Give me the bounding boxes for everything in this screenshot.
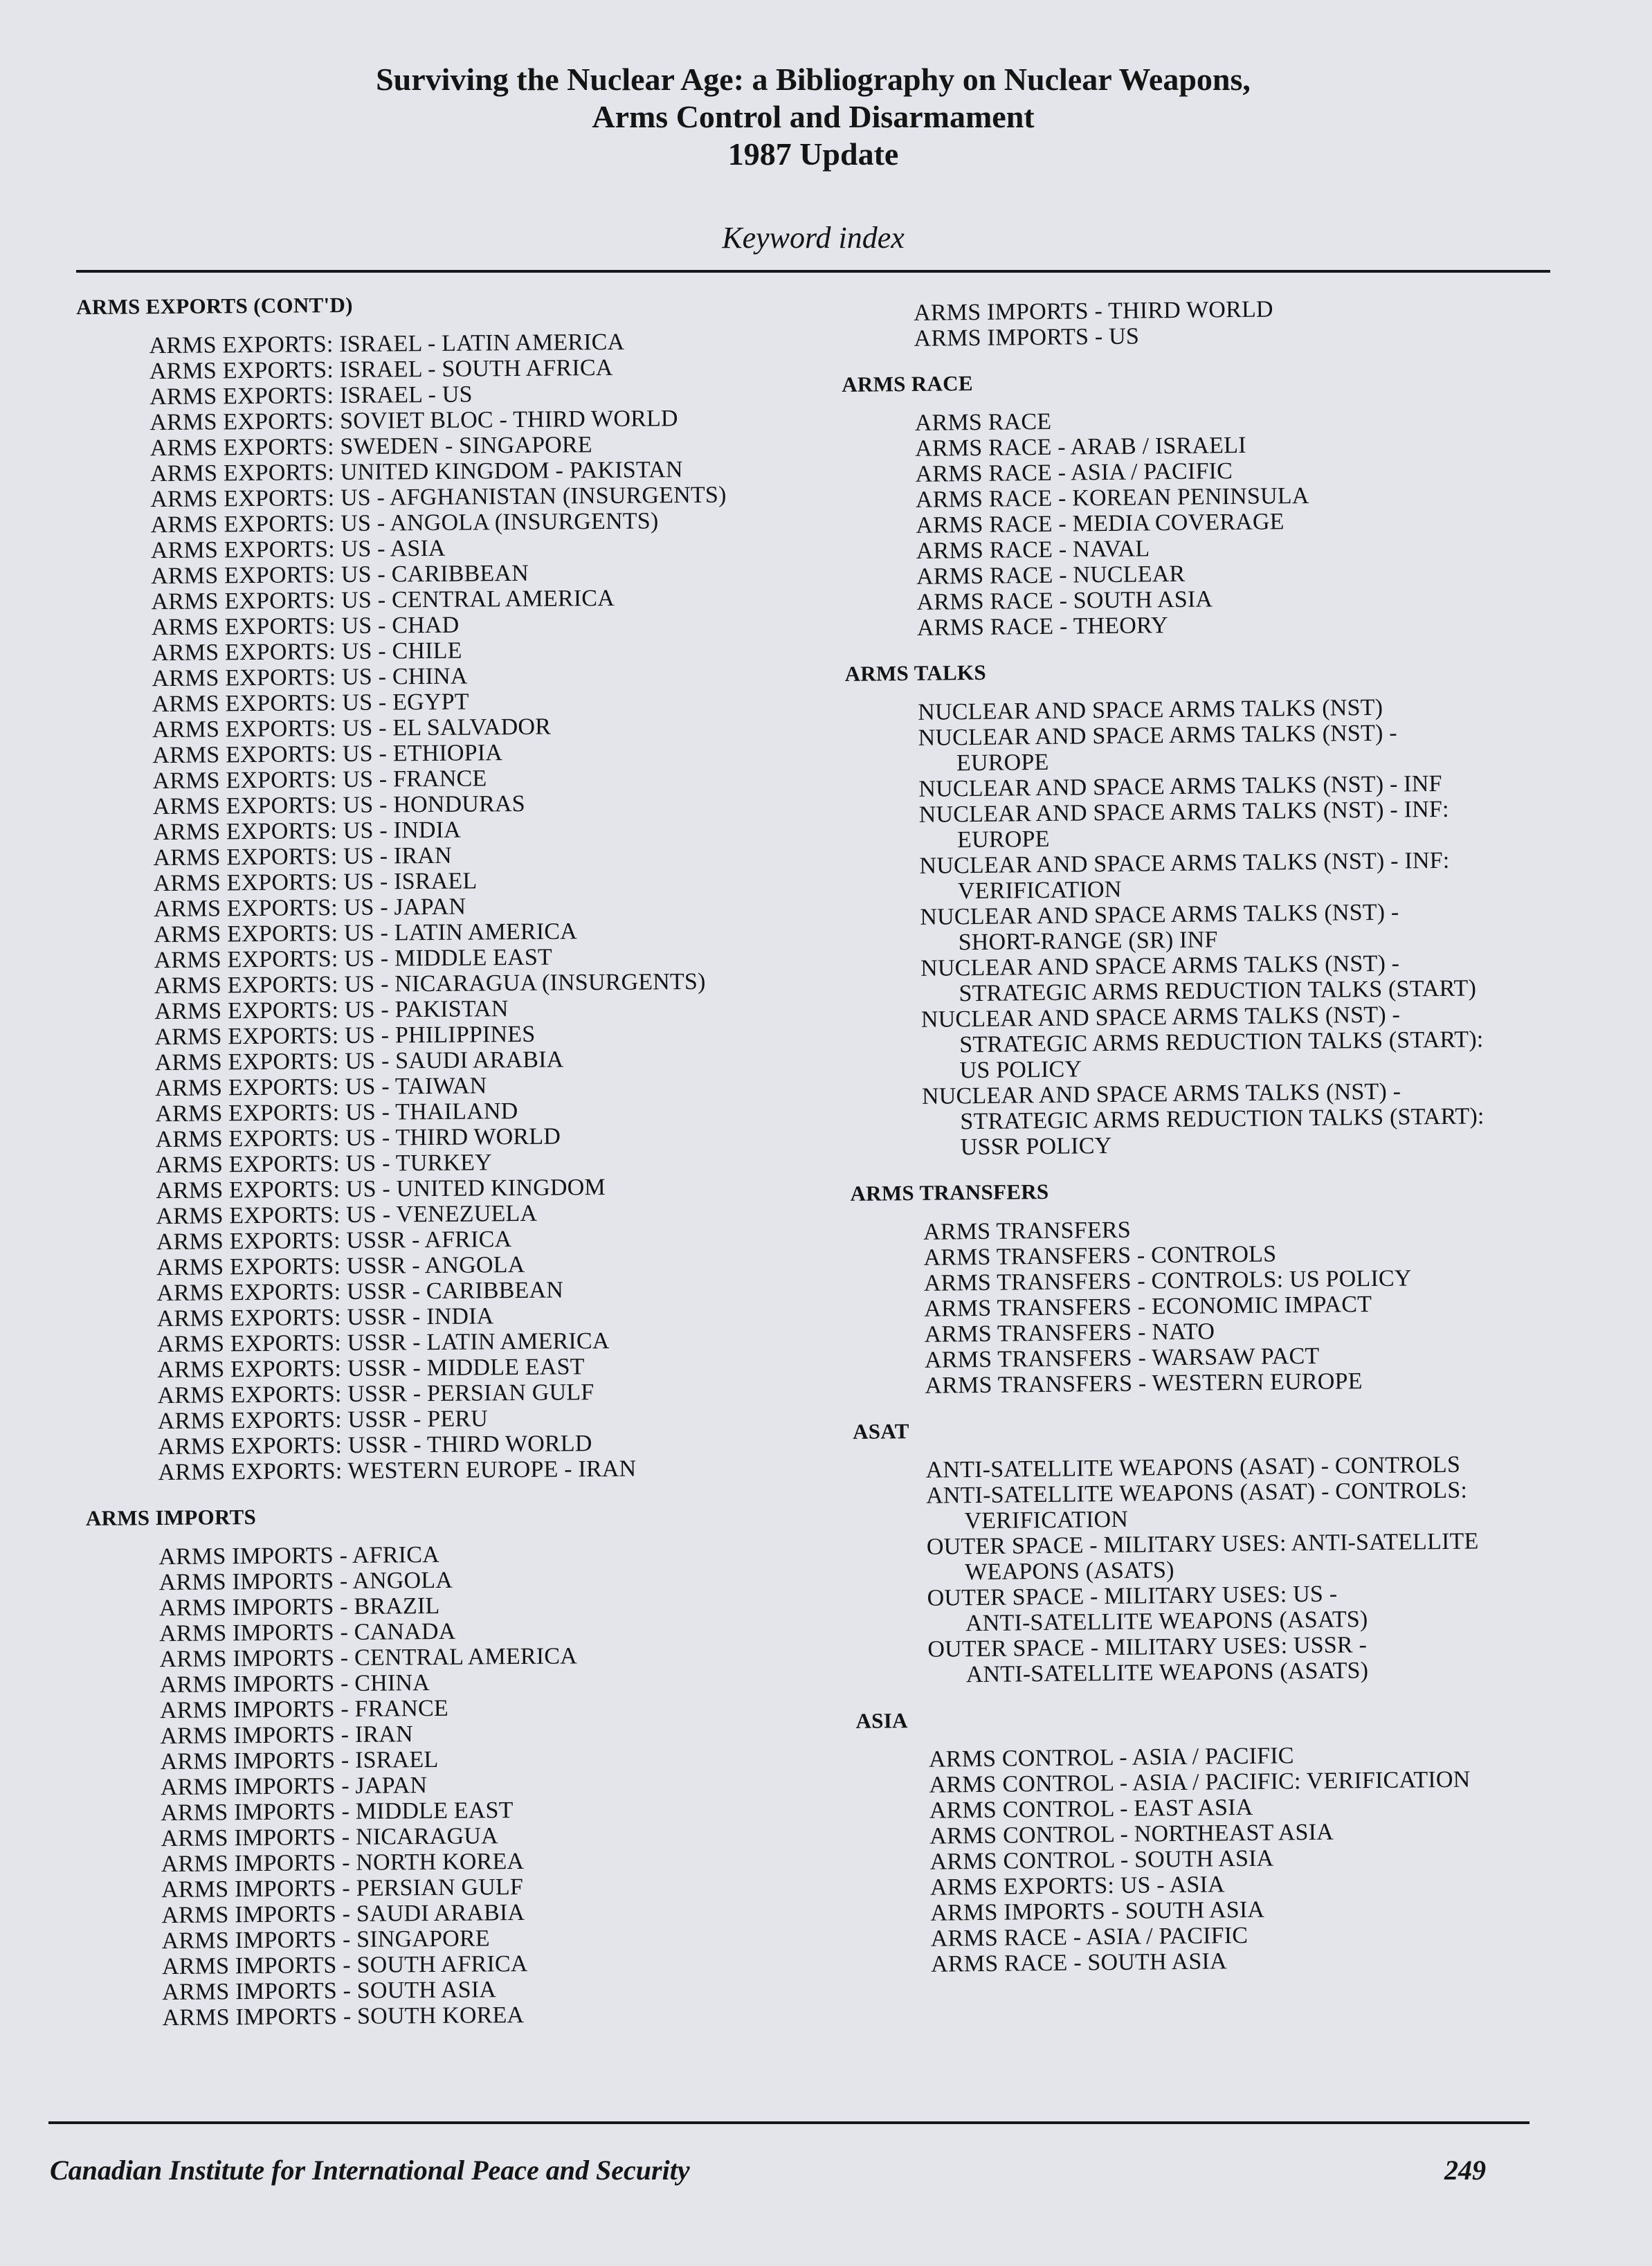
- entry-list: [845, 693, 1570, 1161]
- index-entry: ARMS EXPORTS: USSR - LATIN AMERICA: [156, 1327, 610, 1358]
- index-entry: ARMS EXPORTS: US - PAKISTAN: [154, 996, 509, 1025]
- section-heading: ARMS RACE: [842, 371, 974, 397]
- index-entry: ARMS RACE - THEORY: [916, 613, 1168, 641]
- index-entry: ARMS EXPORTS: SOVIET BLOC - THIRD WORLD: [149, 406, 678, 436]
- index-section: [850, 1173, 1572, 1399]
- index-entry: ARMS EXPORTS: US - CHILE: [151, 637, 462, 667]
- index-entry: ARMS IMPORTS - CENTRAL AMERICA: [159, 1643, 578, 1673]
- entry-continuation: SHORT-RANGE (SR) INF: [958, 927, 1218, 956]
- index-entry: ARMS TRANSFERS - WARSAW PACT: [924, 1343, 1320, 1373]
- index-entry: ARMS RACE - NUCLEAR: [916, 561, 1186, 590]
- index-entry: ARMS IMPORTS - SOUTH KOREA: [162, 2002, 525, 2031]
- section-heading: ARMS TALKS: [844, 660, 987, 686]
- index-entry: ARMS EXPORTS: US - JAPAN: [153, 894, 466, 923]
- index-entry: ARMS EXPORTS: US - ASIA: [929, 1871, 1225, 1901]
- section-heading: ARMS IMPORTS: [85, 1505, 257, 1530]
- index-entry: [848, 1000, 1569, 1085]
- index-entry: ARMS IMPORTS - ANGOLA: [158, 1567, 453, 1596]
- title-line-1: Surviving the Nuclear Age: a Bibliography on Nuclear Weapons,: [376, 62, 1251, 97]
- index-entry: ARMS EXPORTS: US - CHAD: [151, 612, 460, 641]
- index-section: [76, 289, 833, 1486]
- index-entry: ARMS CONTROL - EAST ASIA: [929, 1794, 1253, 1824]
- title-line-2: Arms Control and Disarmament: [592, 99, 1035, 134]
- entry-line: OUTER SPACE - MILITARY USES: USSR -: [927, 1632, 1368, 1662]
- index-entry: ARMS RACE - KOREAN PENINSULA: [915, 482, 1309, 513]
- title-line-3: 1987 Update: [727, 136, 899, 172]
- index-entry: ARMS IMPORTS - THIRD WORLD: [913, 296, 1273, 326]
- index-entry: ARMS EXPORTS: WESTERN EUROPE - IRAN: [158, 1456, 637, 1486]
- index-entry: ARMS IMPORTS - JAPAN: [160, 1773, 428, 1801]
- index-entry: ARMS EXPORTS: US - NICARAGUA (INSURGENTS): [154, 968, 706, 999]
- index-entry: ARMS RACE - SOUTH ASIA: [916, 586, 1213, 615]
- index-entry: ARMS EXPORTS: US - VENEZUELA: [156, 1200, 538, 1230]
- entry-continuation: STRATEGIC ARMS REDUCTION TALKS (START):: [959, 1026, 1484, 1058]
- entry-line: NUCLEAR AND SPACE ARMS TALKS (NST) - INF:: [918, 796, 1449, 828]
- entry-line: NUCLEAR AND SPACE ARMS TALKS (NST) -: [920, 1001, 1401, 1033]
- index-section: [841, 293, 1561, 352]
- index-entry: ARMS EXPORTS: ISRAEL - SOUTH AFRICA: [149, 354, 613, 385]
- index-entry: ARMS EXPORTS: US - PHILIPPINES: [154, 1021, 536, 1051]
- index-entry: ARMS EXPORTS: US - CENTRAL AMERICA: [151, 585, 615, 615]
- entry-continuation: WEAPONS (ASATS): [965, 1557, 1174, 1586]
- left-column: [76, 289, 837, 2051]
- index-entry: ARMS IMPORTS - ISRAEL: [160, 1746, 439, 1775]
- document-title: [208, 61, 1419, 173]
- index-entry: ARMS EXPORTS: USSR - AFRICA: [156, 1226, 512, 1256]
- index-entry: ARMS EXPORTS: US - TAIWAN: [154, 1073, 487, 1102]
- index-entry: ARMS RACE - SOUTH ASIA: [930, 1948, 1227, 1977]
- entry-line: OUTER SPACE - MILITARY USES: ANTI-SATELLITE: [926, 1528, 1479, 1560]
- index-section: [853, 1411, 1575, 1689]
- entry-continuation: USSR POLICY: [960, 1132, 1112, 1161]
- index-entry: ARMS TRANSFERS - ECONOMIC IMPACT: [924, 1291, 1372, 1322]
- section-heading: ARMS EXPORTS (CONT'D): [76, 292, 353, 319]
- entry-continuation: STRATEGIC ARMS REDUCTION TALKS (START): [959, 975, 1477, 1007]
- index-entry: ARMS EXPORTS: US - EGYPT: [152, 689, 469, 718]
- index-entry: ARMS EXPORTS: USSR - ANGOLA: [156, 1251, 525, 1281]
- entry-continuation: STRATEGIC ARMS REDUCTION TALKS (START):: [960, 1103, 1485, 1135]
- index-entry: ARMS CONTROL - SOUTH ASIA: [929, 1845, 1274, 1875]
- index-entry: ARMS EXPORTS: US - THAILAND: [155, 1098, 518, 1127]
- index-entry: [854, 1528, 1574, 1586]
- section-heading: ARMS TRANSFERS: [850, 1179, 1049, 1206]
- index-entry: ARMS EXPORTS: US - ISRAEL: [153, 868, 478, 897]
- entry-list: [842, 404, 1564, 642]
- index-entry: ARMS IMPORTS - PERSIAN GULF: [161, 1874, 524, 1903]
- index-entry: ARMS IMPORTS - IRAN: [160, 1721, 413, 1750]
- index-entry: ARMS EXPORTS: USSR - INDIA: [156, 1303, 494, 1332]
- index-entry: ARMS RACE - NAVAL: [916, 536, 1150, 564]
- page-number: 249: [1444, 2155, 1486, 2186]
- index-entry: ARMS EXPORTS: USSR - PERSIAN GULF: [157, 1379, 594, 1409]
- index-entry: ARMS EXPORTS: US - ASIA: [150, 535, 446, 564]
- entry-line: NUCLEAR AND SPACE ARMS TALKS (NST) - INF: [918, 770, 1442, 802]
- entry-list: [851, 1213, 1572, 1399]
- index-entry: [846, 795, 1567, 854]
- index-entry: [847, 898, 1568, 957]
- index-entry: ARMS EXPORTS: US - HONDURAS: [152, 790, 525, 820]
- index-section: [86, 1499, 837, 2031]
- index-entry: ARMS RACE - ASIA / PACIFIC: [915, 458, 1233, 487]
- index-entry: ARMS EXPORTS: US - MIDDLE EAST: [154, 944, 553, 974]
- entry-continuation: EUROPE: [956, 749, 1049, 777]
- index-entry: [849, 1077, 1570, 1161]
- index-entry: ARMS EXPORTS: US - THIRD WORLD: [155, 1123, 561, 1153]
- index-section: [842, 364, 1564, 642]
- index-entry: [846, 846, 1567, 905]
- index-entry: ARMS RACE - MEDIA COVERAGE: [916, 509, 1285, 538]
- index-entry: ARMS IMPORTS - SOUTH AFRICA: [161, 1950, 528, 1980]
- index-entry: ARMS TRANSFERS: [923, 1217, 1132, 1245]
- index-entry: ARMS RACE: [914, 408, 1052, 436]
- entry-continuation: ANTI-SATELLITE WEAPONS (ASATS): [965, 1606, 1368, 1637]
- index-entry: ARMS IMPORTS - AFRICA: [158, 1541, 440, 1570]
- index-entry: ARMS EXPORTS: US - UNITED KINGDOM: [156, 1175, 606, 1204]
- index-section: [844, 653, 1570, 1161]
- footer-publisher: Canadian Institute for International Peace and Security: [50, 2155, 690, 2186]
- index-entry: [845, 718, 1565, 777]
- index-entry: ARMS EXPORTS: US - IRAN: [153, 842, 452, 871]
- entry-continuation: VERIFICATION: [964, 1506, 1129, 1534]
- index-entry: ARMS TRANSFERS - WESTERN EUROPE: [925, 1368, 1363, 1399]
- index-entry: ARMS TRANSFERS - CONTROLS: [923, 1241, 1277, 1271]
- entry-line: NUCLEAR AND SPACE ARMS TALKS (NST) -: [920, 950, 1400, 981]
- index-entry: [848, 949, 1568, 1008]
- index-entry: ARMS EXPORTS: US - SAUDI ARABIA: [154, 1046, 564, 1076]
- index-entry: ARMS EXPORTS: ISRAEL - US: [149, 381, 473, 410]
- entry-continuation: VERIFICATION: [957, 876, 1122, 905]
- entry-line: NUCLEAR AND SPACE ARMS TALKS (NST) -: [920, 899, 1399, 930]
- entry-list: [856, 1740, 1578, 1978]
- index-entry: ARMS EXPORTS: SWEDEN - SINGAPORE: [149, 432, 592, 462]
- entry-line: NUCLEAR AND SPACE ARMS TALKS (NST) -: [921, 1078, 1401, 1109]
- index-entry: ARMS EXPORTS: UNITED KINGDOM - PAKISTAN: [149, 457, 683, 487]
- entry-line: NUCLEAR AND SPACE ARMS TALKS (NST) -: [918, 720, 1397, 751]
- index-entry: ARMS IMPORTS - SOUTH ASIA: [930, 1896, 1265, 1926]
- index-entry: ARMS IMPORTS - SINGAPORE: [161, 1925, 490, 1955]
- index-entry: ARMS CONTROL - NORTHEAST ASIA: [929, 1819, 1334, 1849]
- entry-continuation: EUROPE: [956, 826, 1050, 853]
- index-entry: ARMS TRANSFERS - NATO: [924, 1318, 1215, 1348]
- entry-line: ANTI-SATELLITE WEAPONS (ASAT) - CONTROLS: [925, 1451, 1461, 1483]
- index-entry: ARMS CONTROL - ASIA / PACIFIC: VERIFICATION: [929, 1766, 1471, 1798]
- index-entry: [854, 1579, 1574, 1638]
- index-entry: [855, 1630, 1575, 1689]
- index-entry: ARMS TRANSFERS - CONTROLS: US POLICY: [923, 1265, 1412, 1296]
- index-entry: ARMS EXPORTS: US - LATIN AMERICA: [154, 918, 578, 948]
- index-entry: ARMS RACE - ASIA / PACIFIC: [930, 1922, 1249, 1952]
- index-entry: ARMS IMPORTS - BRAZIL: [158, 1593, 440, 1622]
- entry-list: [76, 328, 833, 1486]
- index-section: [855, 1701, 1578, 1978]
- entry-line: OUTER SPACE - MILITARY USES: US -: [927, 1581, 1338, 1611]
- index-entry: ARMS EXPORTS: US - ETHIOPIA: [152, 740, 503, 769]
- index-entry: ARMS IMPORTS - NORTH KOREA: [161, 1848, 525, 1878]
- index-entry: ARMS EXPORTS: US - FRANCE: [152, 765, 487, 795]
- entry-continuation: ANTI-SATELLITE WEAPONS (ASATS): [965, 1658, 1369, 1688]
- index-entry: ARMS IMPORTS - US: [914, 323, 1140, 352]
- index-entry: ARMS CONTROL - ASIA / PACIFIC: [928, 1743, 1294, 1773]
- index-entry: ARMS EXPORTS: US - EL SALVADOR: [152, 714, 552, 743]
- section-heading: ASIA: [855, 1708, 908, 1733]
- entry-list: [853, 1451, 1575, 1689]
- entry-list: [841, 293, 1561, 352]
- index-entry: ARMS RACE - ARAB / ISRAELI: [915, 432, 1246, 462]
- index-entry: ARMS IMPORTS - MIDDLE EAST: [161, 1797, 514, 1827]
- index-entry: ARMS IMPORTS - CHINA: [159, 1670, 430, 1698]
- entry-continuation: US POLICY: [959, 1056, 1082, 1084]
- index-entry: ARMS IMPORTS - FRANCE: [159, 1695, 449, 1724]
- entry-line: NUCLEAR AND SPACE ARMS TALKS (NST) - INF:: [919, 847, 1450, 879]
- index-entry: ARMS EXPORTS: US - INDIA: [152, 817, 462, 846]
- entry-list: [86, 1539, 837, 2031]
- index-entry: ARMS IMPORTS - CANADA: [159, 1618, 456, 1647]
- section-subtitle: Keyword index: [722, 221, 905, 255]
- index-entry: ARMS EXPORTS: USSR - CARIBBEAN: [156, 1277, 564, 1307]
- index-entry: ARMS EXPORTS: US - CHINA: [152, 663, 468, 692]
- right-column: [841, 293, 1579, 1997]
- entry-line: ANTI-SATELLITE WEAPONS (ASAT) - CONTROLS:: [925, 1477, 1468, 1509]
- index-entry: ARMS IMPORTS - SOUTH ASIA: [162, 1977, 497, 2006]
- index-entry: ARMS IMPORTS - SAUDI ARABIA: [161, 1899, 525, 1929]
- index-entry: ARMS EXPORTS: USSR - THIRD WORLD: [157, 1431, 592, 1460]
- index-entry: ARMS EXPORTS: US - AFGHANISTAN (INSURGENTS): [150, 482, 727, 513]
- index-entry: ARMS EXPORTS: US - TURKEY: [155, 1150, 492, 1179]
- section-heading: ASAT: [852, 1419, 909, 1444]
- index-entry: ARMS EXPORTS: US - CARIBBEAN: [151, 560, 529, 590]
- index-entry: ARMS IMPORTS - NICARAGUA: [161, 1823, 498, 1852]
- bottom-rule: [48, 2121, 1530, 2124]
- index-entry: ARMS EXPORTS: ISRAEL - LATIN AMERICA: [149, 329, 625, 359]
- entry-line: NUCLEAR AND SPACE ARMS TALKS (NST): [918, 694, 1383, 725]
- index-entry: ARMS EXPORTS: US - ANGOLA (INSURGENTS): [150, 508, 659, 538]
- index-entry: ARMS EXPORTS: USSR - MIDDLE EAST: [157, 1354, 585, 1384]
- index-entry: ARMS EXPORTS: USSR - PERU: [157, 1406, 489, 1435]
- index-entry: [853, 1476, 1574, 1535]
- top-rule: [76, 270, 1550, 273]
